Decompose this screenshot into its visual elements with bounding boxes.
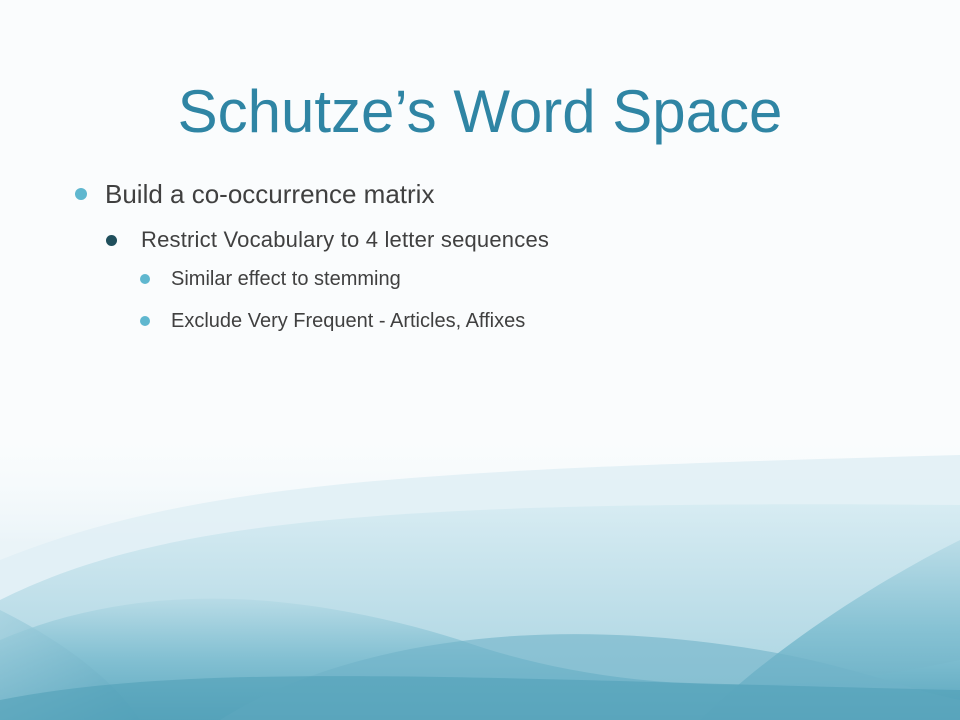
bullet-level-3 <box>140 306 525 336</box>
slide-title: Schutze’s Word Space <box>177 78 783 145</box>
bullet-text: Similar effect to stemming <box>171 267 401 290</box>
bullet-text: Restrict Vocabulary to 4 letter sequences <box>141 227 550 252</box>
bullet-dot-icon <box>140 274 150 284</box>
bullet-level-3 <box>140 264 401 294</box>
bullet-dot-icon <box>75 188 87 200</box>
bullet-dot-icon <box>106 235 117 246</box>
bullet-dot-icon <box>140 316 150 326</box>
bullet-level-2 <box>106 224 549 256</box>
bullet-text: Build a co-occurrence matrix <box>105 178 435 209</box>
bullet-text: Exclude Very Frequent - Articles, Affixes <box>171 309 526 332</box>
bullet-level-1 <box>75 176 434 212</box>
